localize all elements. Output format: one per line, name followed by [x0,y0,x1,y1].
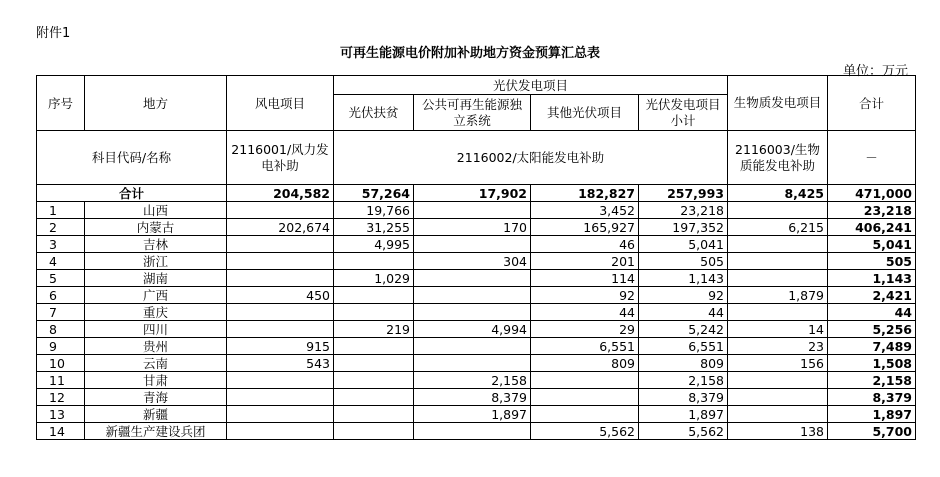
row-biomass: 6,215 [728,219,828,236]
row-seq: 9 [37,338,85,355]
row-pv-poverty [334,389,414,406]
header-pv-public: 公共可再生能源独立系统 [414,95,531,131]
row-pv-subtotal: 5,562 [639,423,728,440]
row-pv-poverty [334,406,414,423]
row-pv-other [531,372,639,389]
row-biomass [728,389,828,406]
code-row-label: 科目代码/名称 [37,131,227,185]
table-row [37,372,916,389]
row-region: 甘肃 [85,372,227,389]
row-pv-subtotal: 44 [639,304,728,321]
row-wind: 450 [227,287,334,304]
row-pv-public: 170 [414,219,531,236]
row-total: 1,143 [828,270,916,287]
row-biomass: 1,879 [728,287,828,304]
row-pv-poverty [334,423,414,440]
row-pv-public [414,338,531,355]
table-row [37,355,916,372]
header-biomass-text: 生物质发电项目 [733,95,822,110]
row-biomass [728,202,828,219]
row-wind [227,270,334,287]
row-pv-public [414,236,531,253]
row-pv-public: 4,994 [414,321,531,338]
row-wind: 202,674 [227,219,334,236]
table-row [37,219,916,236]
row-pv-poverty: 4,995 [334,236,414,253]
row-biomass: 14 [728,321,828,338]
total-row [37,185,916,202]
row-pv-public [414,304,531,321]
row-region: 四川 [85,321,227,338]
row-biomass [728,406,828,423]
row-wind [227,304,334,321]
row-pv-subtotal: 92 [639,287,728,304]
row-wind [227,423,334,440]
row-region: 新疆 [85,406,227,423]
row-total: 1,897 [828,406,916,423]
row-seq: 13 [37,406,85,423]
row-pv-public: 2,158 [414,372,531,389]
row-pv-poverty: 31,255 [334,219,414,236]
table-row [37,304,916,321]
row-pv-public [414,355,531,372]
total-biomass: 8,425 [728,185,828,202]
row-pv-poverty [334,287,414,304]
row-biomass [728,372,828,389]
row-pv-subtotal: 8,379 [639,389,728,406]
row-pv-poverty: 19,766 [334,202,414,219]
total-label: 合计 [37,185,227,202]
row-pv-other: 29 [531,321,639,338]
row-total: 8,379 [828,389,916,406]
row-seq: 3 [37,236,85,253]
row-pv-subtotal: 505 [639,253,728,270]
table-row [37,406,916,423]
row-total: 7,489 [828,338,916,355]
row-wind [227,389,334,406]
row-seq: 8 [37,321,85,338]
row-pv-other [531,406,639,423]
row-pv-poverty: 219 [334,321,414,338]
row-pv-subtotal: 197,352 [639,219,728,236]
row-total: 44 [828,304,916,321]
row-region: 浙江 [85,253,227,270]
budget-table [36,75,916,440]
row-wind [227,372,334,389]
total-wind: 204,582 [227,185,334,202]
row-pv-poverty [334,253,414,270]
table-row [37,423,916,440]
row-pv-public: 1,897 [414,406,531,423]
row-seq: 6 [37,287,85,304]
table-row [37,270,916,287]
row-total: 505 [828,253,916,270]
row-pv-other: 201 [531,253,639,270]
row-region: 湖南 [85,270,227,287]
table-row [37,236,916,253]
row-region: 新疆生产建设兵团 [85,423,227,440]
total-pv-other: 182,827 [531,185,639,202]
row-pv-other: 809 [531,355,639,372]
row-biomass [728,304,828,321]
row-total: 23,218 [828,202,916,219]
row-total: 5,041 [828,236,916,253]
total-pv-poverty: 57,264 [334,185,414,202]
row-pv-subtotal: 2,158 [639,372,728,389]
row-biomass: 23 [728,338,828,355]
row-region: 重庆 [85,304,227,321]
row-seq: 4 [37,253,85,270]
row-total: 5,256 [828,321,916,338]
row-pv-public: 8,379 [414,389,531,406]
row-pv-other: 6,551 [531,338,639,355]
row-pv-subtotal: 6,551 [639,338,728,355]
header-pv-other: 其他光伏项目 [531,95,639,131]
row-pv-public [414,423,531,440]
code-biomass: 2116003/生物质能发电补助 [728,131,828,185]
row-pv-public [414,202,531,219]
header-pv-poverty: 光伏扶贫 [334,95,414,131]
row-pv-poverty [334,304,414,321]
header-biomass [728,76,828,131]
row-region: 内蒙古 [85,219,227,236]
row-region: 青海 [85,389,227,406]
row-total: 2,421 [828,287,916,304]
row-seq: 2 [37,219,85,236]
row-pv-subtotal: 5,242 [639,321,728,338]
row-pv-public: 304 [414,253,531,270]
row-pv-subtotal: 1,143 [639,270,728,287]
row-region: 广西 [85,287,227,304]
row-region: 吉林 [85,236,227,253]
row-biomass [728,270,828,287]
row-pv-other: 44 [531,304,639,321]
header-wind: 风电项目 [227,76,334,131]
row-pv-other: 5,562 [531,423,639,440]
row-pv-public [414,270,531,287]
row-pv-subtotal: 1,897 [639,406,728,423]
header-seq: 序号 [37,76,85,131]
page-title: 可再生能源电价附加补助地方资金预算汇总表 [339,46,600,61]
row-region: 山西 [85,202,227,219]
row-wind [227,406,334,423]
row-pv-poverty [334,338,414,355]
row-pv-subtotal: 5,041 [639,236,728,253]
row-pv-other: 46 [531,236,639,253]
row-total: 1,508 [828,355,916,372]
total-pv-public: 17,902 [414,185,531,202]
code-pv: 2116002/太阳能发电补助 [334,131,728,185]
row-pv-other: 3,452 [531,202,639,219]
row-pv-subtotal: 809 [639,355,728,372]
row-wind: 915 [227,338,334,355]
row-seq: 11 [37,372,85,389]
header-pv-subtotal: 光伏发电项目小计 [639,95,728,131]
code-wind: 2116001/风力发电补助 [227,131,334,185]
row-total: 2,158 [828,372,916,389]
row-wind [227,202,334,219]
row-wind [227,321,334,338]
total-pv-subtotal: 257,993 [639,185,728,202]
table-row [37,321,916,338]
row-pv-other [531,389,639,406]
row-pv-other: 114 [531,270,639,287]
header-pv-group: 光伏发电项目 [334,76,728,95]
code-total: － [828,131,916,185]
row-pv-poverty [334,372,414,389]
row-region: 云南 [85,355,227,372]
table-row [37,338,916,355]
row-seq: 14 [37,423,85,440]
row-seq: 5 [37,270,85,287]
row-biomass [728,236,828,253]
row-pv-public [414,287,531,304]
row-total: 406,241 [828,219,916,236]
attachment-label: 附件1 [36,26,71,41]
row-biomass: 156 [728,355,828,372]
row-pv-poverty: 1,029 [334,270,414,287]
row-wind [227,236,334,253]
table-row [37,389,916,406]
row-total: 5,700 [828,423,916,440]
table-row [37,202,916,219]
row-pv-poverty [334,355,414,372]
row-seq: 7 [37,304,85,321]
row-seq: 10 [37,355,85,372]
row-wind: 543 [227,355,334,372]
row-biomass: 138 [728,423,828,440]
row-pv-other: 165,927 [531,219,639,236]
total-total: 471,000 [828,185,916,202]
row-seq: 12 [37,389,85,406]
header-total: 合计 [828,76,916,131]
row-region: 贵州 [85,338,227,355]
row-pv-other: 92 [531,287,639,304]
row-pv-subtotal: 23,218 [639,202,728,219]
unit-label: 单位：万元 [842,64,908,79]
table-row [37,287,916,304]
row-biomass [728,253,828,270]
table-row [37,253,916,270]
row-wind [227,253,334,270]
header-region: 地方 [85,76,227,131]
row-seq: 1 [37,202,85,219]
